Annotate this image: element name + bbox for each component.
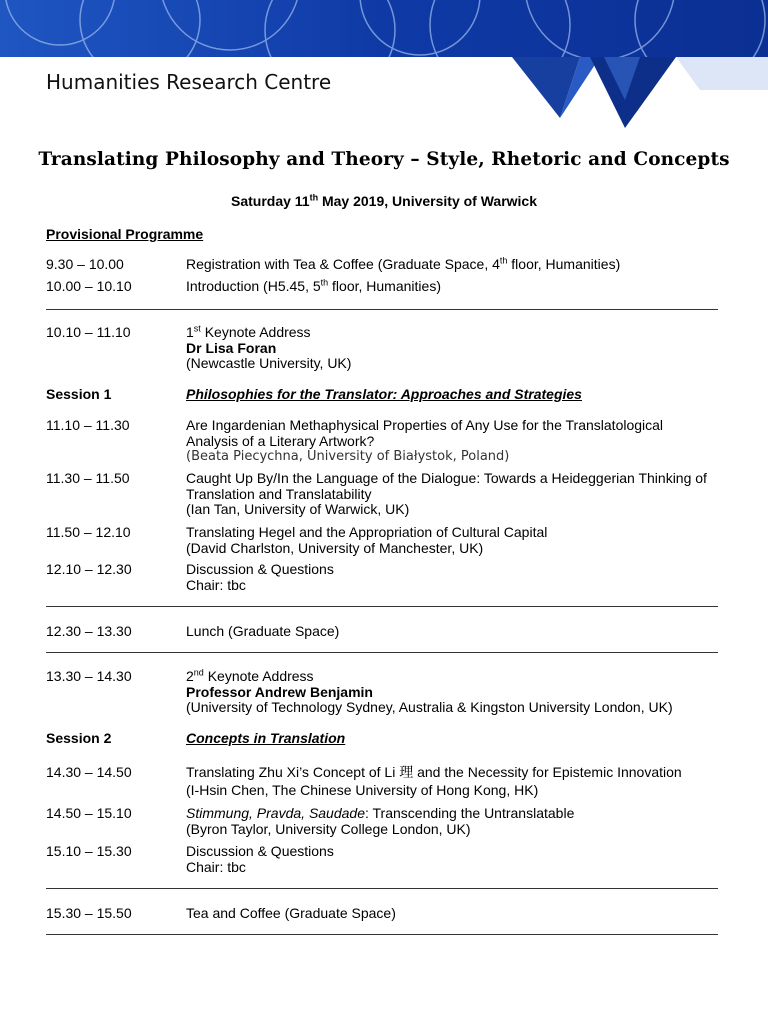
talk-speaker: (Beata Piecychna, University of Białystok, Poland) xyxy=(186,449,510,464)
talk-title: Caught Up By/In the Language of the Dialogue: Towards a Heideggerian Thinking of xyxy=(186,470,707,486)
time-slot: 14.50 – 15.10 xyxy=(46,805,132,821)
keynote-speaker: Dr Lisa Foran xyxy=(186,339,277,356)
keynote-label: 2nd Keynote Address xyxy=(186,667,314,684)
time-slot: 15.30 – 15.50 xyxy=(46,905,132,921)
time-slot: 10.10 – 11.10 xyxy=(46,324,131,340)
talk-speaker: (I-Hsin Chen, The Chinese University of Hong Kong, HK) xyxy=(186,781,539,798)
banner-graphic xyxy=(0,0,768,135)
item-description: Registration with Tea & Coffee (Graduate Space, 4th floor, Humanities) xyxy=(186,255,621,272)
time-slot: 12.30 – 13.30 xyxy=(46,623,132,639)
programme-heading: Provisional Programme xyxy=(46,226,204,242)
keynote-label: 1st Keynote Address xyxy=(186,323,311,340)
time-slot: 10.00 – 10.10 xyxy=(46,278,132,294)
talk-title: Are Ingardenian Methaphysical Properties of Any Use for the Translatological xyxy=(186,417,664,433)
talk-title: Translating Hegel and the Appropriation of Cultural Capital xyxy=(186,524,548,540)
chair-info: Chair: tbc xyxy=(186,576,246,593)
talk-speaker: (Ian Tan, University of Warwick, UK) xyxy=(186,501,410,517)
divider xyxy=(46,934,718,935)
event-title: Translating Philosophy and Theory – Style, Rhetoric and Concepts xyxy=(38,149,730,170)
keynote-speaker: Professor Andrew Benjamin xyxy=(186,683,373,700)
time-slot: 14.30 – 14.50 xyxy=(46,764,132,780)
item-description: Lunch (Graduate Space) xyxy=(186,623,340,639)
time-slot: 9.30 – 10.00 xyxy=(46,256,124,272)
divider xyxy=(46,309,718,310)
event-date: Saturday 11th May 2019, University of Warwick xyxy=(230,192,538,209)
talk-title: Stimmung, Pravda, Saudade: Transcending the Untranslatable xyxy=(186,805,575,821)
time-slot: 15.10 – 15.30 xyxy=(46,843,132,859)
item-description: Introduction (H5.45, 5th floor, Humanities) xyxy=(186,277,441,294)
time-slot: 11.30 – 11.50 xyxy=(46,470,130,486)
organization-name: Humanities Research Centre xyxy=(46,70,332,94)
time-slot: 11.50 – 12.10 xyxy=(46,524,131,540)
talk-title: Translation and Translatability xyxy=(186,485,372,502)
time-slot: 13.30 – 14.30 xyxy=(46,668,132,684)
divider xyxy=(46,652,718,653)
speaker-affiliation: (Newcastle University, UK) xyxy=(186,355,352,371)
session-title: Concepts in Translation xyxy=(186,730,346,746)
divider xyxy=(46,888,718,889)
item-description: Discussion & Questions xyxy=(186,561,334,577)
item-description: Discussion & Questions xyxy=(186,843,334,859)
session-label: Session 1 xyxy=(46,386,112,402)
time-slot: 11.10 – 11.30 xyxy=(46,417,130,433)
header-banner xyxy=(0,0,768,135)
talk-title: Analysis of a Literary Artwork? xyxy=(186,432,375,449)
divider xyxy=(46,606,718,607)
item-description: Tea and Coffee (Graduate Space) xyxy=(186,905,396,921)
talk-speaker: (David Charlston, University of Manchester, UK) xyxy=(186,539,484,556)
chair-info: Chair: tbc xyxy=(186,858,246,875)
talk-speaker: (Byron Taylor, University College London, UK) xyxy=(186,820,471,837)
talk-title: Translating Zhu Xi’s Concept of Li 理 and the Necessity for Epistemic Innovation xyxy=(186,764,682,780)
speaker-affiliation: (University of Technology Sydney, Australia & Kingston University London, UK) xyxy=(186,699,673,715)
session-title: Philosophies for the Translator: Approaches and Strategies xyxy=(186,386,582,402)
time-slot: 12.10 – 12.30 xyxy=(46,561,132,577)
session-label: Session 2 xyxy=(46,730,112,746)
